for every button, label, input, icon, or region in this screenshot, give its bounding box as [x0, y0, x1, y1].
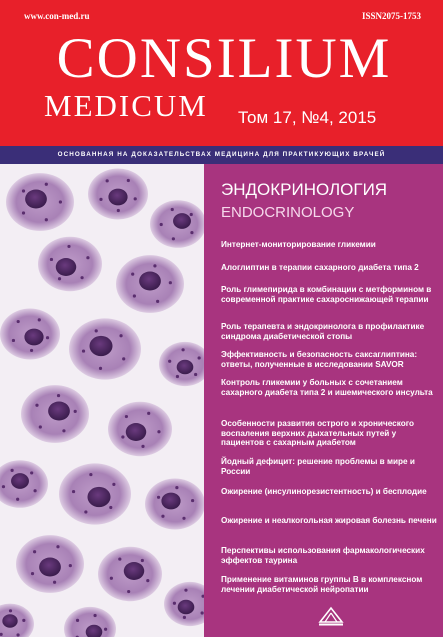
micrograph-granule — [104, 628, 107, 631]
masthead — [0, 0, 443, 146]
micrograph-nucleus — [126, 423, 146, 441]
journal-title-line2: MEDICUM — [44, 88, 208, 123]
micrograph-granule — [56, 545, 59, 548]
micrograph-granule — [16, 498, 19, 501]
micrograph-granule — [110, 577, 113, 580]
volume-issue: Том 17, №4, 2015 — [238, 108, 377, 127]
micrograph-granule — [9, 609, 12, 612]
micrograph-granule — [22, 619, 25, 622]
micrograph-granule — [86, 256, 89, 259]
contents-item: Интернет-мониторирование гликемии — [221, 240, 376, 249]
micrograph-granule — [161, 515, 164, 518]
micrograph-granule — [122, 357, 125, 360]
micrograph-granule — [76, 619, 79, 622]
micrograph-nucleus — [25, 189, 47, 208]
journal-title-line1: CONSILIUM — [56, 27, 392, 90]
micrograph-nucleus — [178, 600, 195, 615]
micrograph-granule — [127, 179, 130, 182]
tagline-bar: ОСНОВАННАЯ НА ДОКАЗАТЕЛЬСТВАХ МЕДИЦИНА ДЛЯ ПРАКТИКУЮЩИХ ВРАЧЕЙ — [0, 146, 443, 164]
micrograph-granule — [183, 616, 186, 619]
micrograph-granule — [12, 339, 15, 342]
micrograph-nucleus — [24, 329, 43, 346]
contents-item: Ожирение (инсулинорезистентность) и бесплодие — [221, 487, 427, 496]
micrograph-granule — [80, 276, 83, 279]
micrograph-nucleus — [139, 271, 161, 290]
micrograph-granule — [57, 394, 60, 397]
micrograph-granule — [118, 557, 121, 560]
micrograph-granule — [62, 429, 65, 432]
micrograph-nucleus — [39, 557, 61, 576]
micrograph-granule — [50, 258, 53, 261]
micrograph-granule — [182, 517, 185, 520]
micrograph-granule — [133, 294, 136, 297]
micrograph-granule — [119, 334, 122, 337]
micrograph-granule — [22, 211, 25, 214]
micrograph-granule — [156, 300, 159, 303]
micrograph-granule — [157, 430, 160, 433]
micrograph-granule — [33, 550, 36, 553]
micrograph-granule — [125, 415, 128, 418]
micrograph-granule — [176, 375, 179, 378]
micrograph-granule — [181, 348, 184, 351]
contents-item: Особенности развития острого и хронического воспаления верхних дыхательных путей у пациентов с сахарным диабетом — [221, 419, 415, 448]
micrograph-granule — [198, 356, 201, 359]
micrograph-granule — [157, 496, 160, 499]
micrograph-granule — [121, 435, 124, 438]
micrograph-granule — [45, 218, 48, 221]
micrograph-nucleus — [161, 493, 180, 510]
micrograph-granule — [190, 231, 193, 234]
micrograph-granule — [46, 336, 49, 339]
micrograph-granule — [82, 349, 85, 352]
micrograph-granule — [171, 208, 174, 211]
micrograph-granule — [146, 579, 149, 582]
micrograph-granule — [147, 412, 150, 415]
micrograph-granule — [127, 590, 130, 593]
micrograph-granule — [38, 318, 41, 321]
issn-number: ISSN2075-1753 — [361, 11, 421, 21]
micrograph-granule — [22, 189, 25, 192]
micrograph-granule — [153, 264, 156, 267]
micrograph-nucleus — [173, 213, 191, 229]
micrograph-nucleus — [56, 258, 76, 276]
micrograph-granule — [184, 589, 187, 592]
micrograph-granule — [58, 277, 61, 280]
micrograph-granule — [72, 490, 75, 493]
micrograph-granule — [160, 223, 163, 226]
micrograph-granule — [89, 473, 92, 476]
micrograph-granule — [190, 213, 193, 216]
micrograph-granule — [172, 237, 175, 240]
micrograph-granule — [30, 349, 33, 352]
micrograph-granule — [45, 183, 48, 186]
micrograph-granule — [17, 320, 20, 323]
micrograph-granule — [173, 602, 176, 605]
micrograph-granule — [141, 559, 144, 562]
micrograph-granule — [191, 499, 194, 502]
micrograph-granule — [39, 425, 42, 428]
contents-panel — [204, 164, 443, 637]
micrograph-granule — [112, 483, 115, 486]
micrograph-nucleus — [2, 614, 17, 627]
micrograph-granule — [99, 367, 102, 370]
cover-micrograph — [0, 164, 204, 637]
micrograph-granule — [134, 197, 137, 200]
contents-item: Йодный дефицит: решение проблемы в мире и России — [221, 457, 415, 476]
micrograph-granule — [2, 485, 5, 488]
micrograph-granule — [93, 614, 96, 617]
micrograph-nucleus — [177, 360, 194, 375]
micrograph-granule — [84, 510, 87, 513]
micrograph-nucleus — [11, 473, 29, 489]
micrograph-granule — [69, 564, 72, 567]
micrograph-granule — [169, 281, 172, 284]
section-title-ru: ЭНДОКРИНОЛОГИЯ — [221, 180, 388, 199]
micrograph-granule — [31, 572, 34, 575]
section-title-en: ENDOCRINOLOGY — [221, 204, 355, 221]
micrograph-nucleus — [124, 562, 144, 580]
publisher-logo-icon — [316, 604, 346, 628]
micrograph-nucleus — [89, 336, 112, 356]
micrograph-granule — [35, 404, 38, 407]
micrograph-granule — [168, 360, 171, 363]
micrograph-granule — [106, 179, 109, 182]
micrograph-granule — [175, 486, 178, 489]
contents-item: Перспективы использования фармакологических эффектов таурина — [221, 546, 425, 565]
micrograph-granule — [16, 633, 19, 636]
contents-item: Алоглиптин в терапии сахарного диабета типа 2 — [221, 263, 419, 272]
micrograph-granule — [30, 471, 33, 474]
micrograph-granule — [99, 198, 102, 201]
contents-item: Ожирение и неалкогольная жировая болезнь печени — [221, 516, 437, 525]
micrograph-granule — [95, 329, 98, 332]
micrograph-nucleus — [87, 487, 110, 507]
contents-item: Эффективность и безопасность саксаглиптина: ответы, полученные в исследовании SAVOR — [221, 350, 418, 369]
micrograph-granule — [74, 410, 77, 413]
micrograph-granule — [194, 373, 197, 376]
micrograph-granule — [67, 245, 70, 248]
micrograph-granule — [33, 489, 36, 492]
site-url: www.con-med.ru — [24, 11, 90, 21]
micrograph-illustration — [0, 164, 204, 637]
contents-item: Контроль гликемии у больных с сочетанием сахарного диабета типа 2 и ишемического инсульта — [221, 378, 433, 397]
micrograph-granule — [131, 272, 134, 275]
micrograph-granule — [117, 209, 120, 212]
contents-item: Роль глимепирида в комбинации с метформином в современной практике сахароснижающей терапии — [221, 285, 432, 304]
micrograph-granule — [59, 200, 62, 203]
micrograph-granule — [11, 469, 14, 472]
micrograph-granule — [109, 506, 112, 509]
contents-item: Роль терапевта и эндокринолога в профилактике синдрома диабетической стопы — [221, 322, 425, 341]
micrograph-granule — [141, 445, 144, 448]
micrograph-nucleus — [108, 189, 127, 206]
micrograph-granule — [53, 581, 56, 584]
micrograph-nucleus — [48, 401, 70, 420]
contents-item: Применение витаминов группы В в комплексном лечении диабетической нейропатии — [221, 575, 423, 594]
